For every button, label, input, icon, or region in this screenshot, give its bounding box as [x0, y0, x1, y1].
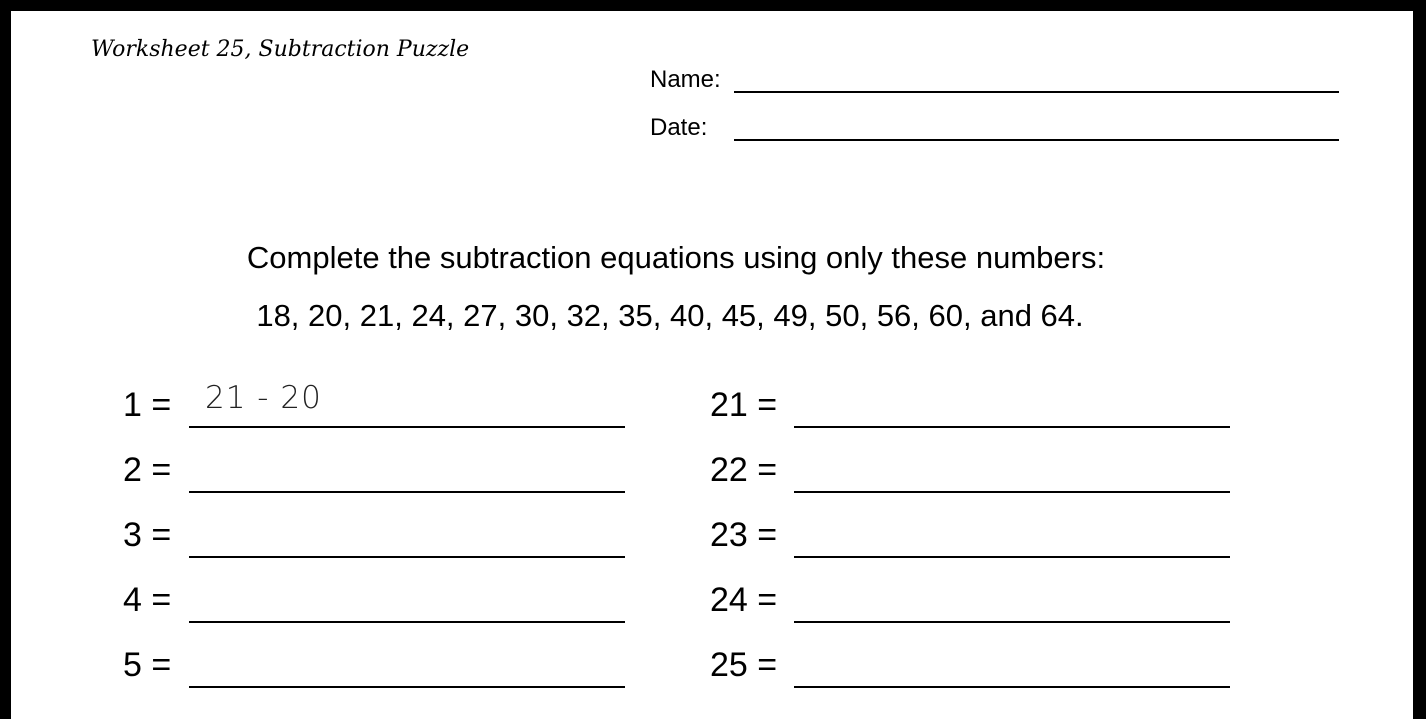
- answer-line[interactable]: [189, 686, 625, 688]
- equation-row: [121, 382, 641, 432]
- answer-line[interactable]: [794, 621, 1230, 623]
- equation-label: 1 =: [123, 386, 172, 424]
- answer-line[interactable]: [189, 556, 625, 558]
- equation-label: 24 =: [710, 581, 778, 619]
- worksheet-title: Worksheet 25, Subtraction Puzzle: [91, 37, 470, 62]
- instruction-text: Complete the subtraction equations using only these numbers:: [246, 240, 1106, 275]
- equation-row: [121, 512, 641, 562]
- equation-label: 2 =: [123, 451, 172, 489]
- answer-line[interactable]: [189, 621, 625, 623]
- answer-line[interactable]: [189, 491, 625, 493]
- equation-row: [708, 577, 1248, 627]
- answer-line[interactable]: [794, 686, 1230, 688]
- equation-label: 25 =: [710, 646, 778, 684]
- equation-row: [121, 447, 641, 497]
- equation-row: [708, 382, 1248, 432]
- name-label: Name:: [650, 66, 721, 93]
- date-label: Date:: [650, 114, 708, 141]
- equation-label: 22 =: [710, 451, 778, 489]
- equation-row: [708, 447, 1248, 497]
- equation-label: 5 =: [123, 646, 172, 684]
- answer-line[interactable]: [794, 426, 1230, 428]
- answer-line[interactable]: [189, 426, 625, 428]
- equation-answer: 21 - 20: [205, 380, 322, 416]
- date-field[interactable]: [650, 111, 1350, 145]
- equation-row: [708, 642, 1248, 692]
- equation-row: [708, 512, 1248, 562]
- worksheet-page: [11, 11, 1413, 719]
- answer-line[interactable]: [794, 556, 1230, 558]
- equation-label: 3 =: [123, 516, 172, 554]
- answer-line[interactable]: [794, 491, 1230, 493]
- equation-label: 23 =: [710, 516, 778, 554]
- number-list: 18, 20, 21, 24, 27, 30, 32, 35, 40, 45, 49, 50, 56, 60, and 64.: [256, 298, 1084, 333]
- equation-row: [121, 577, 641, 627]
- name-line[interactable]: [734, 91, 1339, 93]
- equation-label: 21 =: [710, 386, 778, 424]
- equation-label: 4 =: [123, 581, 172, 619]
- equation-row: [121, 642, 641, 692]
- date-line[interactable]: [734, 139, 1339, 141]
- name-field[interactable]: [650, 63, 1350, 97]
